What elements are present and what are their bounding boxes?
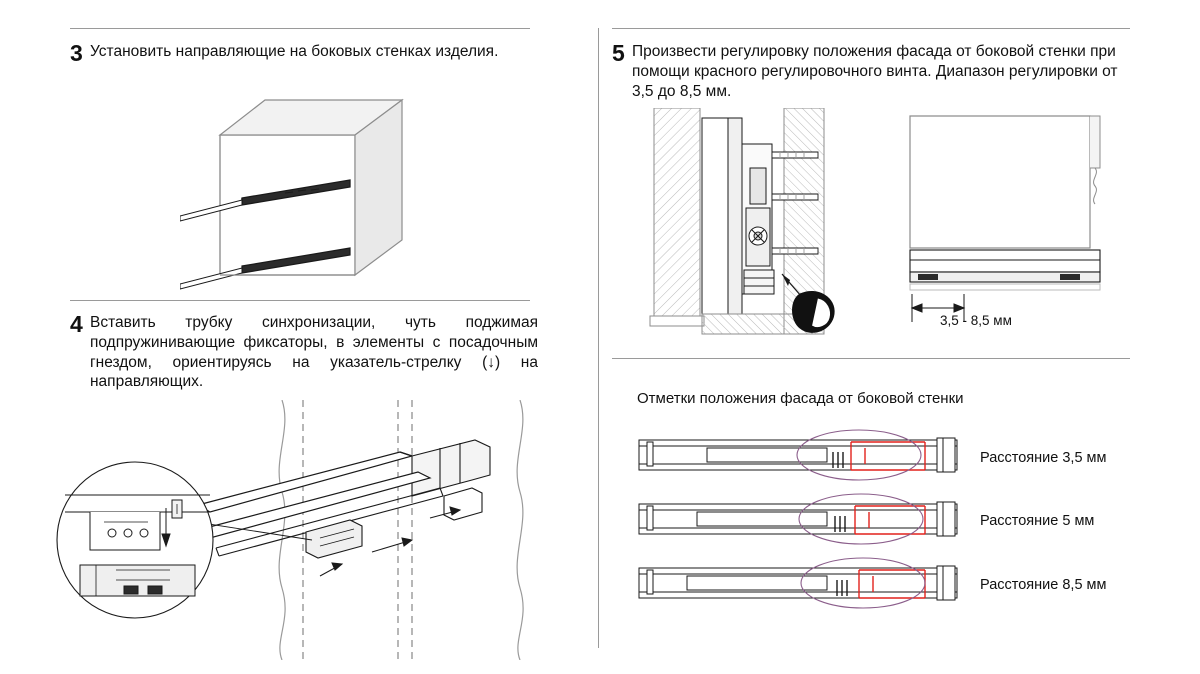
mark-figure-2: [637, 492, 962, 552]
mark-figure-1: [637, 428, 962, 488]
mark-figure-3: [637, 556, 962, 616]
dimension-range-label: 3,5 - 8,5 мм: [940, 313, 1012, 328]
figure-step-3: [180, 90, 440, 300]
step-5-text: Произвести регулировку положения фасада от боковой стенки при помощи красного регулировочного винта. Диапазон регулировки от 3,5 до 8,5 мм.: [632, 43, 1118, 100]
step3-top-rule: [70, 28, 530, 29]
mark-label-2: Расстояние 5 мм: [980, 513, 1095, 529]
step-3-text: Установить направляющие на боковых стенках изделия.: [90, 43, 499, 60]
marks-title: Отметки положения фасада от боковой стенки: [637, 390, 964, 407]
step-4-text: Вставить трубку синхронизации, чуть поджимая подпружинивающие фиксаторы, в элементы с посадочным гнездом, ориентируясь на указатель-стрелку (↓) на направляющих.: [90, 314, 538, 391]
figure-step-5-elevation: [890, 108, 1140, 338]
step-3-number: 3: [70, 40, 83, 66]
step-5-number: 5: [612, 40, 625, 66]
figure-step-4: [20, 400, 560, 660]
mark-label-3: Расстояние 8,5 мм: [980, 577, 1107, 593]
figure-step-5-section: [632, 108, 862, 350]
step4-top-rule: [70, 300, 530, 301]
mark-label-1: Расстояние 3,5 мм: [980, 450, 1107, 466]
step-4-number: 4: [70, 311, 83, 337]
step5-top-rule: [612, 28, 1130, 29]
column-divider: [598, 28, 599, 648]
marks-top-rule: [612, 358, 1130, 359]
